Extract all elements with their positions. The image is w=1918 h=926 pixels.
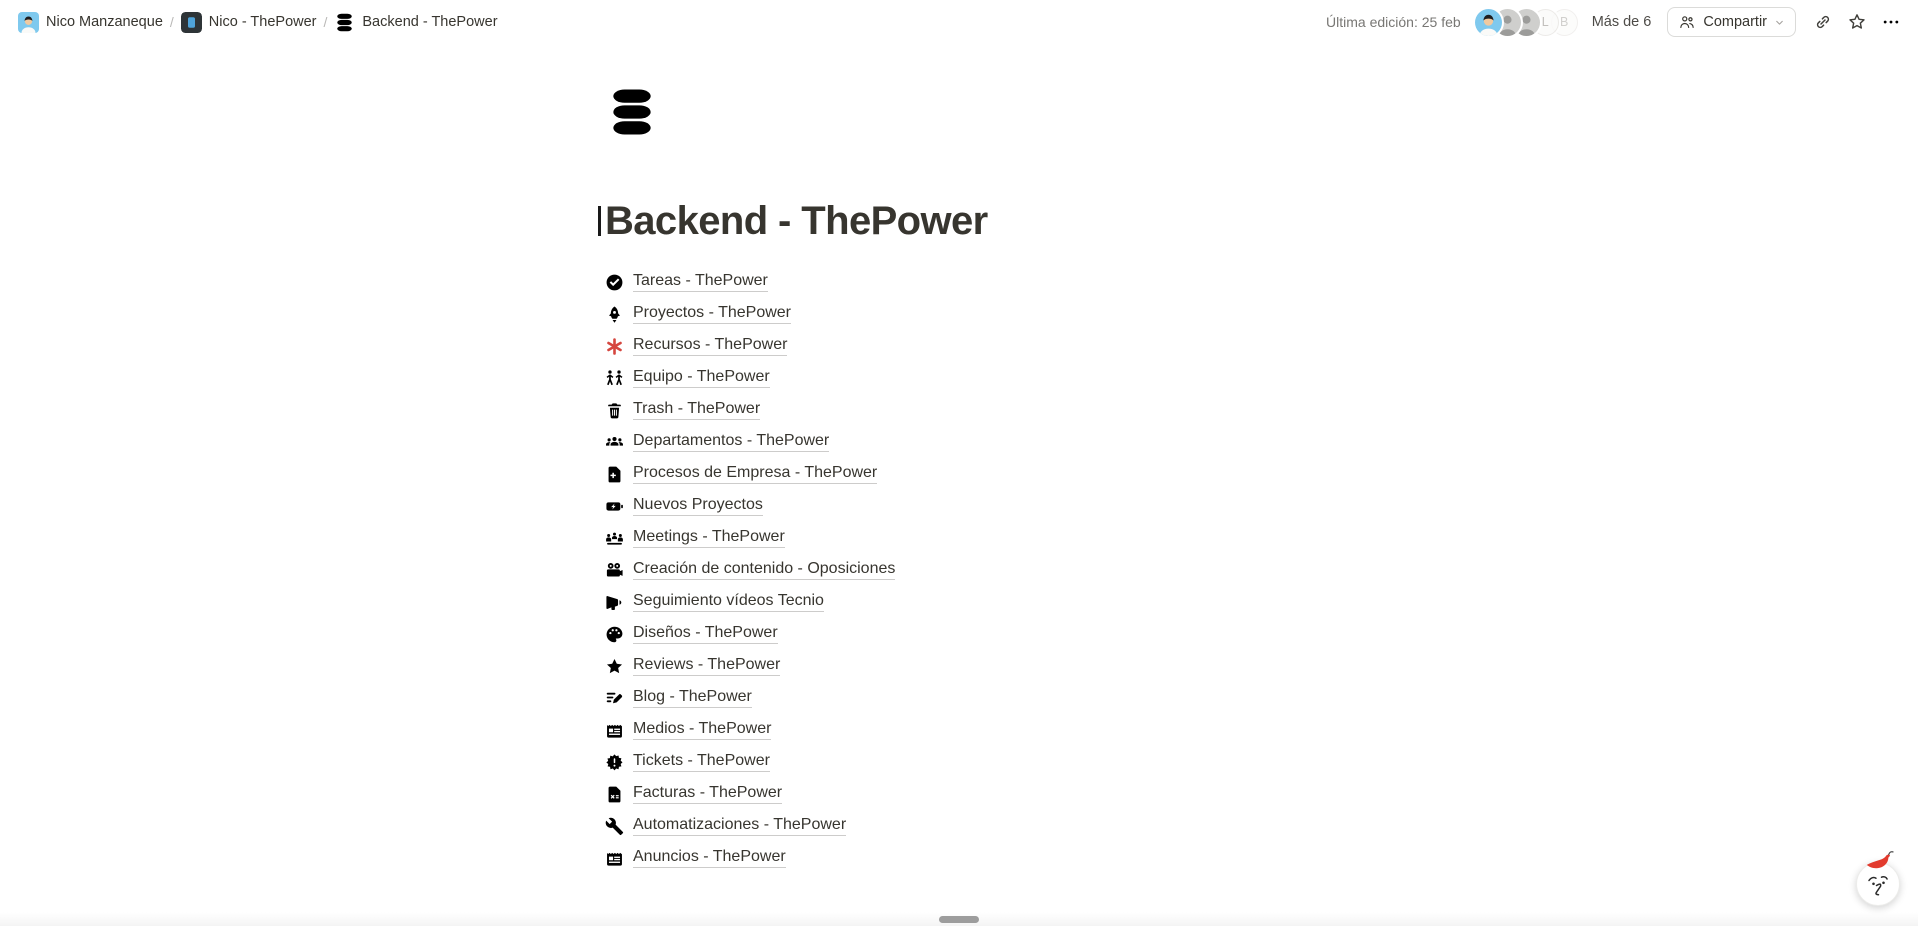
trash-icon (605, 401, 624, 420)
avatar: L (1532, 9, 1559, 36)
page-link[interactable]: Automatizaciones - ThePower (633, 816, 846, 836)
star-icon (605, 657, 624, 676)
doc-plus-icon (605, 465, 624, 484)
invoice-icon (605, 785, 624, 804)
user-avatar-icon (18, 12, 39, 33)
page-link[interactable]: Tareas - ThePower (633, 272, 768, 292)
page-link-row (605, 685, 1313, 711)
chevron-down-icon (1774, 17, 1785, 28)
newspaper-icon (605, 721, 624, 740)
palette-icon (605, 625, 624, 644)
page-link-list (605, 269, 1313, 871)
page-link-row (605, 621, 1313, 647)
favorite-button[interactable] (1842, 7, 1872, 37)
star-icon (1847, 12, 1867, 32)
avatar: B (1551, 9, 1578, 36)
page-link-row (605, 333, 1313, 359)
page-link-row (605, 781, 1313, 807)
last-edited-label: Última edición: 25 feb (1326, 14, 1461, 30)
people-pair-icon (605, 369, 624, 388)
page-link-row (605, 717, 1313, 743)
page-link-row (605, 301, 1313, 327)
page-link[interactable]: Creación de contenido - Oposiciones (633, 560, 895, 580)
copy-link-button[interactable] (1808, 7, 1838, 37)
page-link[interactable]: Medios - ThePower (633, 720, 771, 740)
page-link[interactable]: Equipo - ThePower (633, 368, 770, 388)
page-link-row (605, 813, 1313, 839)
page-link[interactable]: Procesos de Empresa - ThePower (633, 464, 877, 484)
member-avatar-stack[interactable] (1475, 9, 1578, 36)
blog-edit-icon (605, 689, 624, 708)
page-link-row (605, 653, 1313, 679)
share-label: Compartir (1703, 14, 1767, 30)
page-link-row (605, 429, 1313, 455)
page-link[interactable]: Proyectos - ThePower (633, 304, 791, 324)
avatar (1475, 9, 1502, 36)
page-link-row (605, 749, 1313, 775)
breadcrumb-label: Backend - ThePower (362, 14, 498, 30)
page-link[interactable]: Departamentos - ThePower (633, 432, 829, 452)
page-link[interactable]: Meetings - ThePower (633, 528, 785, 548)
page-icon-button[interactable] (605, 85, 659, 139)
chili-pepper-icon (1864, 848, 1896, 873)
battery-bolt-icon (605, 497, 624, 516)
share-button[interactable] (1667, 7, 1796, 37)
database-icon (605, 85, 659, 139)
breadcrumb-separator: / (169, 14, 174, 30)
alert-badge-icon (605, 753, 624, 772)
check-circle-icon (605, 273, 624, 292)
breadcrumb-item-workspace[interactable] (175, 8, 323, 37)
page-link-row (605, 589, 1313, 615)
database-icon (334, 12, 355, 33)
breadcrumb-separator: / (323, 14, 328, 30)
rocket-icon (605, 305, 624, 324)
page-link-row (605, 461, 1313, 487)
page-link[interactable]: Seguimiento vídeos Tecnio (633, 592, 824, 612)
help-widget-button[interactable] (1856, 862, 1900, 906)
breadcrumb-item-page[interactable] (328, 8, 503, 37)
page-link[interactable]: Diseños - ThePower (633, 624, 778, 644)
page-link-row (605, 269, 1313, 295)
movie-camera-icon (605, 561, 624, 580)
breadcrumb-label: Nico Manzaneque (46, 14, 163, 30)
page-link[interactable]: Nuevos Proyectos (633, 496, 763, 516)
groups-icon (605, 433, 624, 452)
newspaper-icon (605, 849, 624, 868)
megaphone-icon (605, 593, 624, 612)
page-link-row (605, 493, 1313, 519)
page-link-row (605, 365, 1313, 391)
more-members-label: Más de 6 (1591, 14, 1652, 30)
bottom-drag-handle[interactable] (939, 916, 979, 923)
page-link-row (605, 397, 1313, 423)
text-cursor (598, 206, 601, 236)
share-people-icon (1678, 13, 1696, 31)
page-title[interactable]: Backend - ThePower (605, 197, 1313, 245)
workspace-tile-icon (181, 12, 202, 33)
page-content (605, 0, 1313, 871)
link-icon (1813, 12, 1833, 32)
page-link[interactable]: Reviews - ThePower (633, 656, 780, 676)
page-link[interactable]: Anuncios - ThePower (633, 848, 786, 868)
page-link[interactable]: Trash - ThePower (633, 400, 760, 420)
page-link[interactable]: Blog - ThePower (633, 688, 752, 708)
asterisk-icon (605, 337, 624, 356)
top-bar (0, 0, 1918, 44)
page-link-row (605, 845, 1313, 871)
page-link[interactable]: Recursos - ThePower (633, 336, 787, 356)
breadcrumb-item-user[interactable] (12, 8, 169, 37)
page-link[interactable]: Facturas - ThePower (633, 784, 782, 804)
page-link-row (605, 557, 1313, 583)
page-link[interactable]: Tickets - ThePower (633, 752, 770, 772)
more-options-button[interactable] (1876, 7, 1906, 37)
breadcrumb-label: Nico - ThePower (208, 14, 317, 30)
topbar-actions (1326, 7, 1906, 37)
meeting-icon (605, 529, 624, 548)
wrench-icon (605, 817, 624, 836)
ellipsis-icon (1881, 12, 1901, 32)
breadcrumb (12, 8, 504, 37)
page-link-row (605, 525, 1313, 551)
